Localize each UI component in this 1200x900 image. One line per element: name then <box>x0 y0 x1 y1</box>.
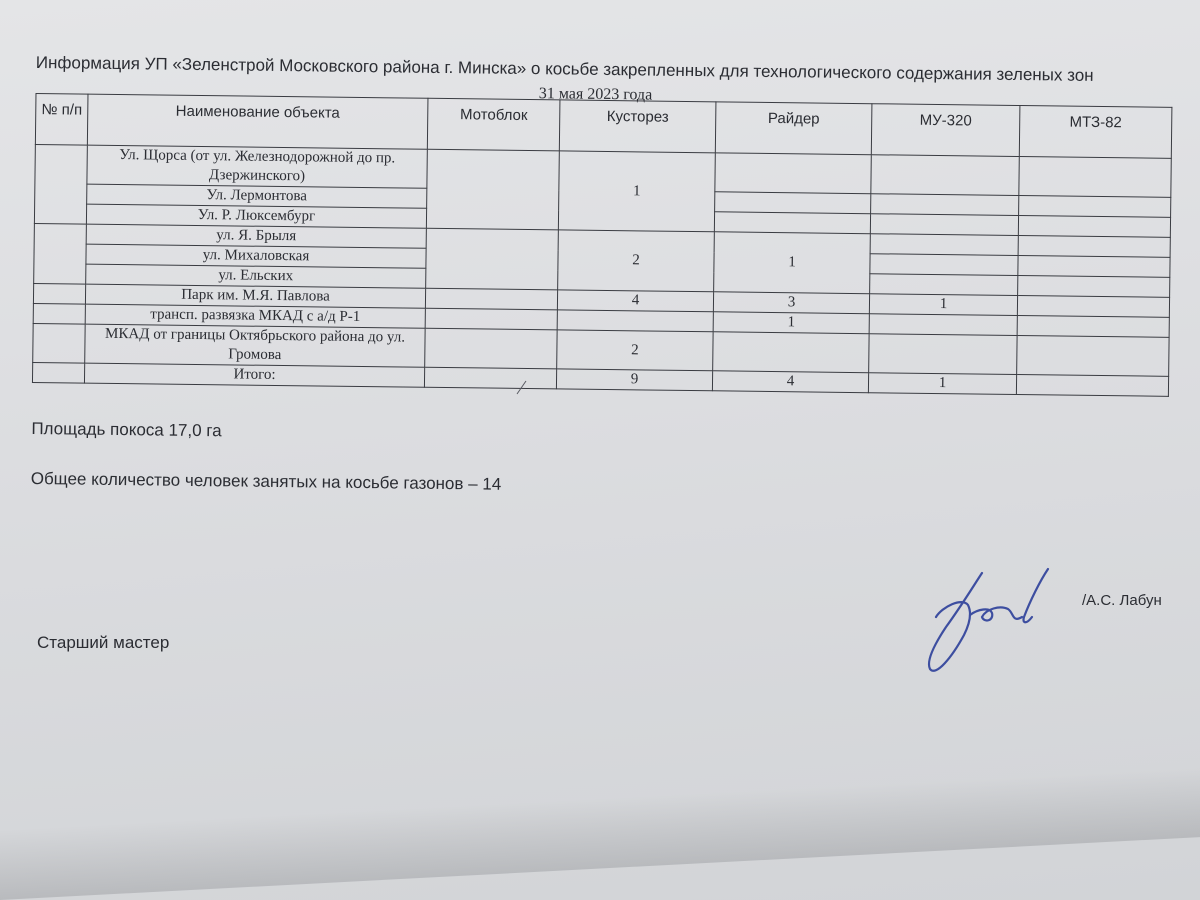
object-name: трансп. развязка МКАД с а/д Р-1 <box>85 304 425 328</box>
motoblock-cell <box>425 328 557 369</box>
header-motoblock: Мотоблок <box>427 98 560 151</box>
rider-cell: 1 <box>714 232 871 294</box>
num-cell <box>32 362 84 383</box>
mtz82-cell <box>1017 316 1169 338</box>
object-name: Парк им. М.Я. Павлова <box>85 284 425 308</box>
rider-cell <box>713 332 869 373</box>
mtz82-cell <box>1017 336 1169 377</box>
mu320-cell <box>870 234 1018 256</box>
rider-cell: 1 <box>713 312 869 334</box>
header-num: № п/п <box>35 94 88 146</box>
total-mu320: 1 <box>868 373 1016 395</box>
handwritten-signature <box>912 565 1062 680</box>
motoblock-cell <box>425 288 557 310</box>
mtz82-cell <box>1018 276 1170 298</box>
position-label: Старший мастер <box>37 633 170 652</box>
rider-cell <box>715 192 871 214</box>
kustorez-cell: 4 <box>557 290 713 312</box>
num-cell <box>33 303 85 324</box>
motoblock-cell <box>426 149 559 230</box>
mtz82-cell <box>1018 216 1170 238</box>
kustorez-cell: 2 <box>558 230 715 292</box>
mowing-table <box>32 93 1172 397</box>
num-cell <box>33 323 85 363</box>
mu320-cell <box>869 334 1017 375</box>
mtz82-cell <box>1019 157 1171 198</box>
document-date: 31 мая 2023 года <box>538 85 653 104</box>
header-name: Наименование объекта <box>87 94 428 149</box>
header-mtz82: МТЗ-82 <box>1019 106 1172 159</box>
object-name: ул. Ельских <box>86 264 426 288</box>
object-name: Ул. Щорса (от ул. Железнодорожной до пр. Дзержинского) <box>87 145 427 188</box>
rider-cell: 3 <box>713 292 869 314</box>
header-kustorez: Кусторез <box>559 100 716 153</box>
object-name: МКАД от границы Октябрьского района до ул. Громова <box>85 324 425 367</box>
mtz82-cell <box>1019 196 1171 218</box>
num-cell <box>34 223 87 284</box>
object-name: Ул. Лермонтова <box>87 184 427 208</box>
mu320-cell <box>870 254 1018 276</box>
mowed-area-text: Площадь покоса 17,0 га <box>31 418 222 441</box>
mtz82-cell <box>1018 256 1170 278</box>
signer-name: /А.С. Лабун <box>1082 592 1162 609</box>
total-label: Итого: <box>84 363 424 387</box>
rider-cell <box>715 153 871 194</box>
kustorez-cell: 1 <box>558 151 715 232</box>
motoblock-cell <box>426 228 559 290</box>
object-name: Ул. Р. Люксембург <box>86 204 426 228</box>
rider-cell <box>714 212 870 234</box>
summary-block <box>31 419 1172 503</box>
motoblock-cell <box>425 308 557 330</box>
mu320-cell: 1 <box>869 294 1017 316</box>
mu320-cell <box>869 314 1017 336</box>
kustorez-cell: 2 <box>557 330 713 371</box>
document-body <box>31 52 1176 503</box>
mtz82-cell <box>1016 375 1168 397</box>
mu320-cell <box>870 274 1018 296</box>
object-name: ул. Я. Брыля <box>86 224 426 248</box>
document-title: Информация УП «Зеленстрой Московского района г. Минска» о косьбе закрепленных для технологического содержания зеленых зон <box>35 52 1094 85</box>
num-cell <box>34 144 87 224</box>
mu320-cell <box>871 194 1019 216</box>
total-kustorez: 9 <box>556 369 712 391</box>
object-name: ул. Михаловская <box>86 244 426 268</box>
kustorez-cell <box>557 310 713 332</box>
mtz82-cell <box>1018 236 1170 258</box>
total-rider: 4 <box>712 371 868 393</box>
pen-mark <box>515 378 529 396</box>
motoblock-cell <box>424 367 556 389</box>
header-rider: Райдер <box>715 102 872 155</box>
people-count-text: Общее количество человек занятых на косьбе газонов – 14 <box>30 468 502 494</box>
mu320-cell <box>871 155 1019 196</box>
mu320-cell <box>870 214 1018 236</box>
header-mu320: МУ-320 <box>871 104 1020 157</box>
num-cell <box>33 283 85 304</box>
mtz82-cell <box>1017 296 1169 318</box>
